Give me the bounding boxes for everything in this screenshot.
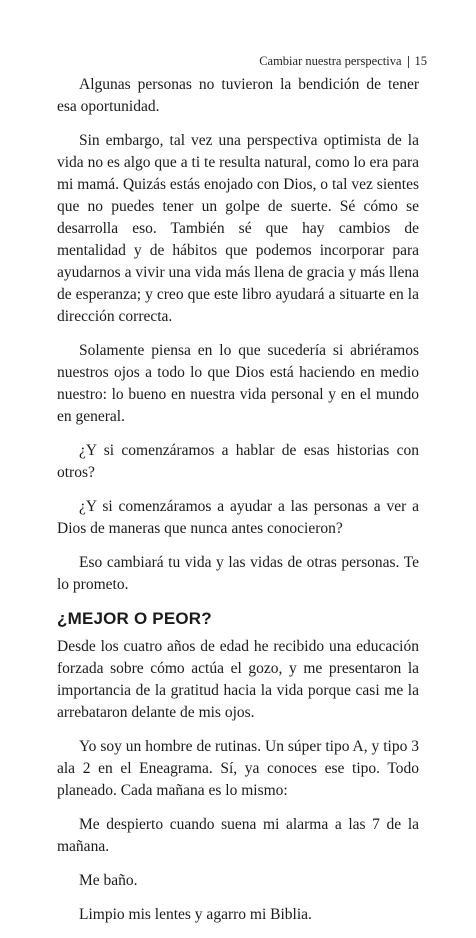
paragraph: ¿Y si comenzáramos a hablar de esas historias con otros? [57,442,419,481]
paragraph: Algunas personas no tuvieron la bendición de tener esa oportunidad. [57,76,419,115]
running-title: Cambiar nuestra perspectiva [259,54,402,68]
running-header [259,54,427,69]
paragraph: Me baño. [79,872,138,889]
page-number: 15 [414,54,427,68]
header-divider [408,56,409,68]
paragraph: Desde los cuatro años de edad he recibido una educación forzada sobre cómo actúa el gozo, y me presentaron la importancia de la gratitud hacia la vida porque casi me la arrebataron delante de mis ojos. [57,638,419,721]
paragraph: Yo soy un hombre de rutinas. Un súper tipo A, y tipo 3 ala 2 en el Eneagrama. Sí, ya conoces ese tipo. Todo planeado. Cada mañana es lo mismo: [57,738,419,799]
paragraph: Sin embargo, tal vez una perspectiva optimista de la vida no es algo que a ti te resulta natural, como lo era para mi mamá. Quizás estás enojado con Dios, o tal vez sientes que no puedes tener un golpe de suerte. Sé cómo se desarrolla eso. También sé que hay cambios de mentalidad y de hábitos que podemos incorporar para ayudarnos a vivir una vida más llena de gracia y más llena de esperanza; y creo que este libro ayudará a situarte en la dirección correcta. [57,132,419,325]
page-body [57,74,419,938]
section-heading: ¿MEJOR O PEOR? [57,609,212,628]
paragraph: Solamente piensa en lo que sucedería si abriéramos nuestros ojos a todo lo que Dios está haciendo en medio nuestro: lo bueno en nuestra vida personal y en el mundo en general. [57,342,419,425]
paragraph: Me despierto cuando suena mi alarma a las 7 de la mañana. [57,816,419,855]
paragraph: ¿Y si comenzáramos a ayudar a las personas a ver a Dios de maneras que nunca antes conocieron? [57,498,419,537]
paragraph: Limpio mis lentes y agarro mi Biblia. [79,906,312,923]
paragraph: Eso cambiará tu vida y las vidas de otras personas. Te lo prometo. [57,554,419,593]
